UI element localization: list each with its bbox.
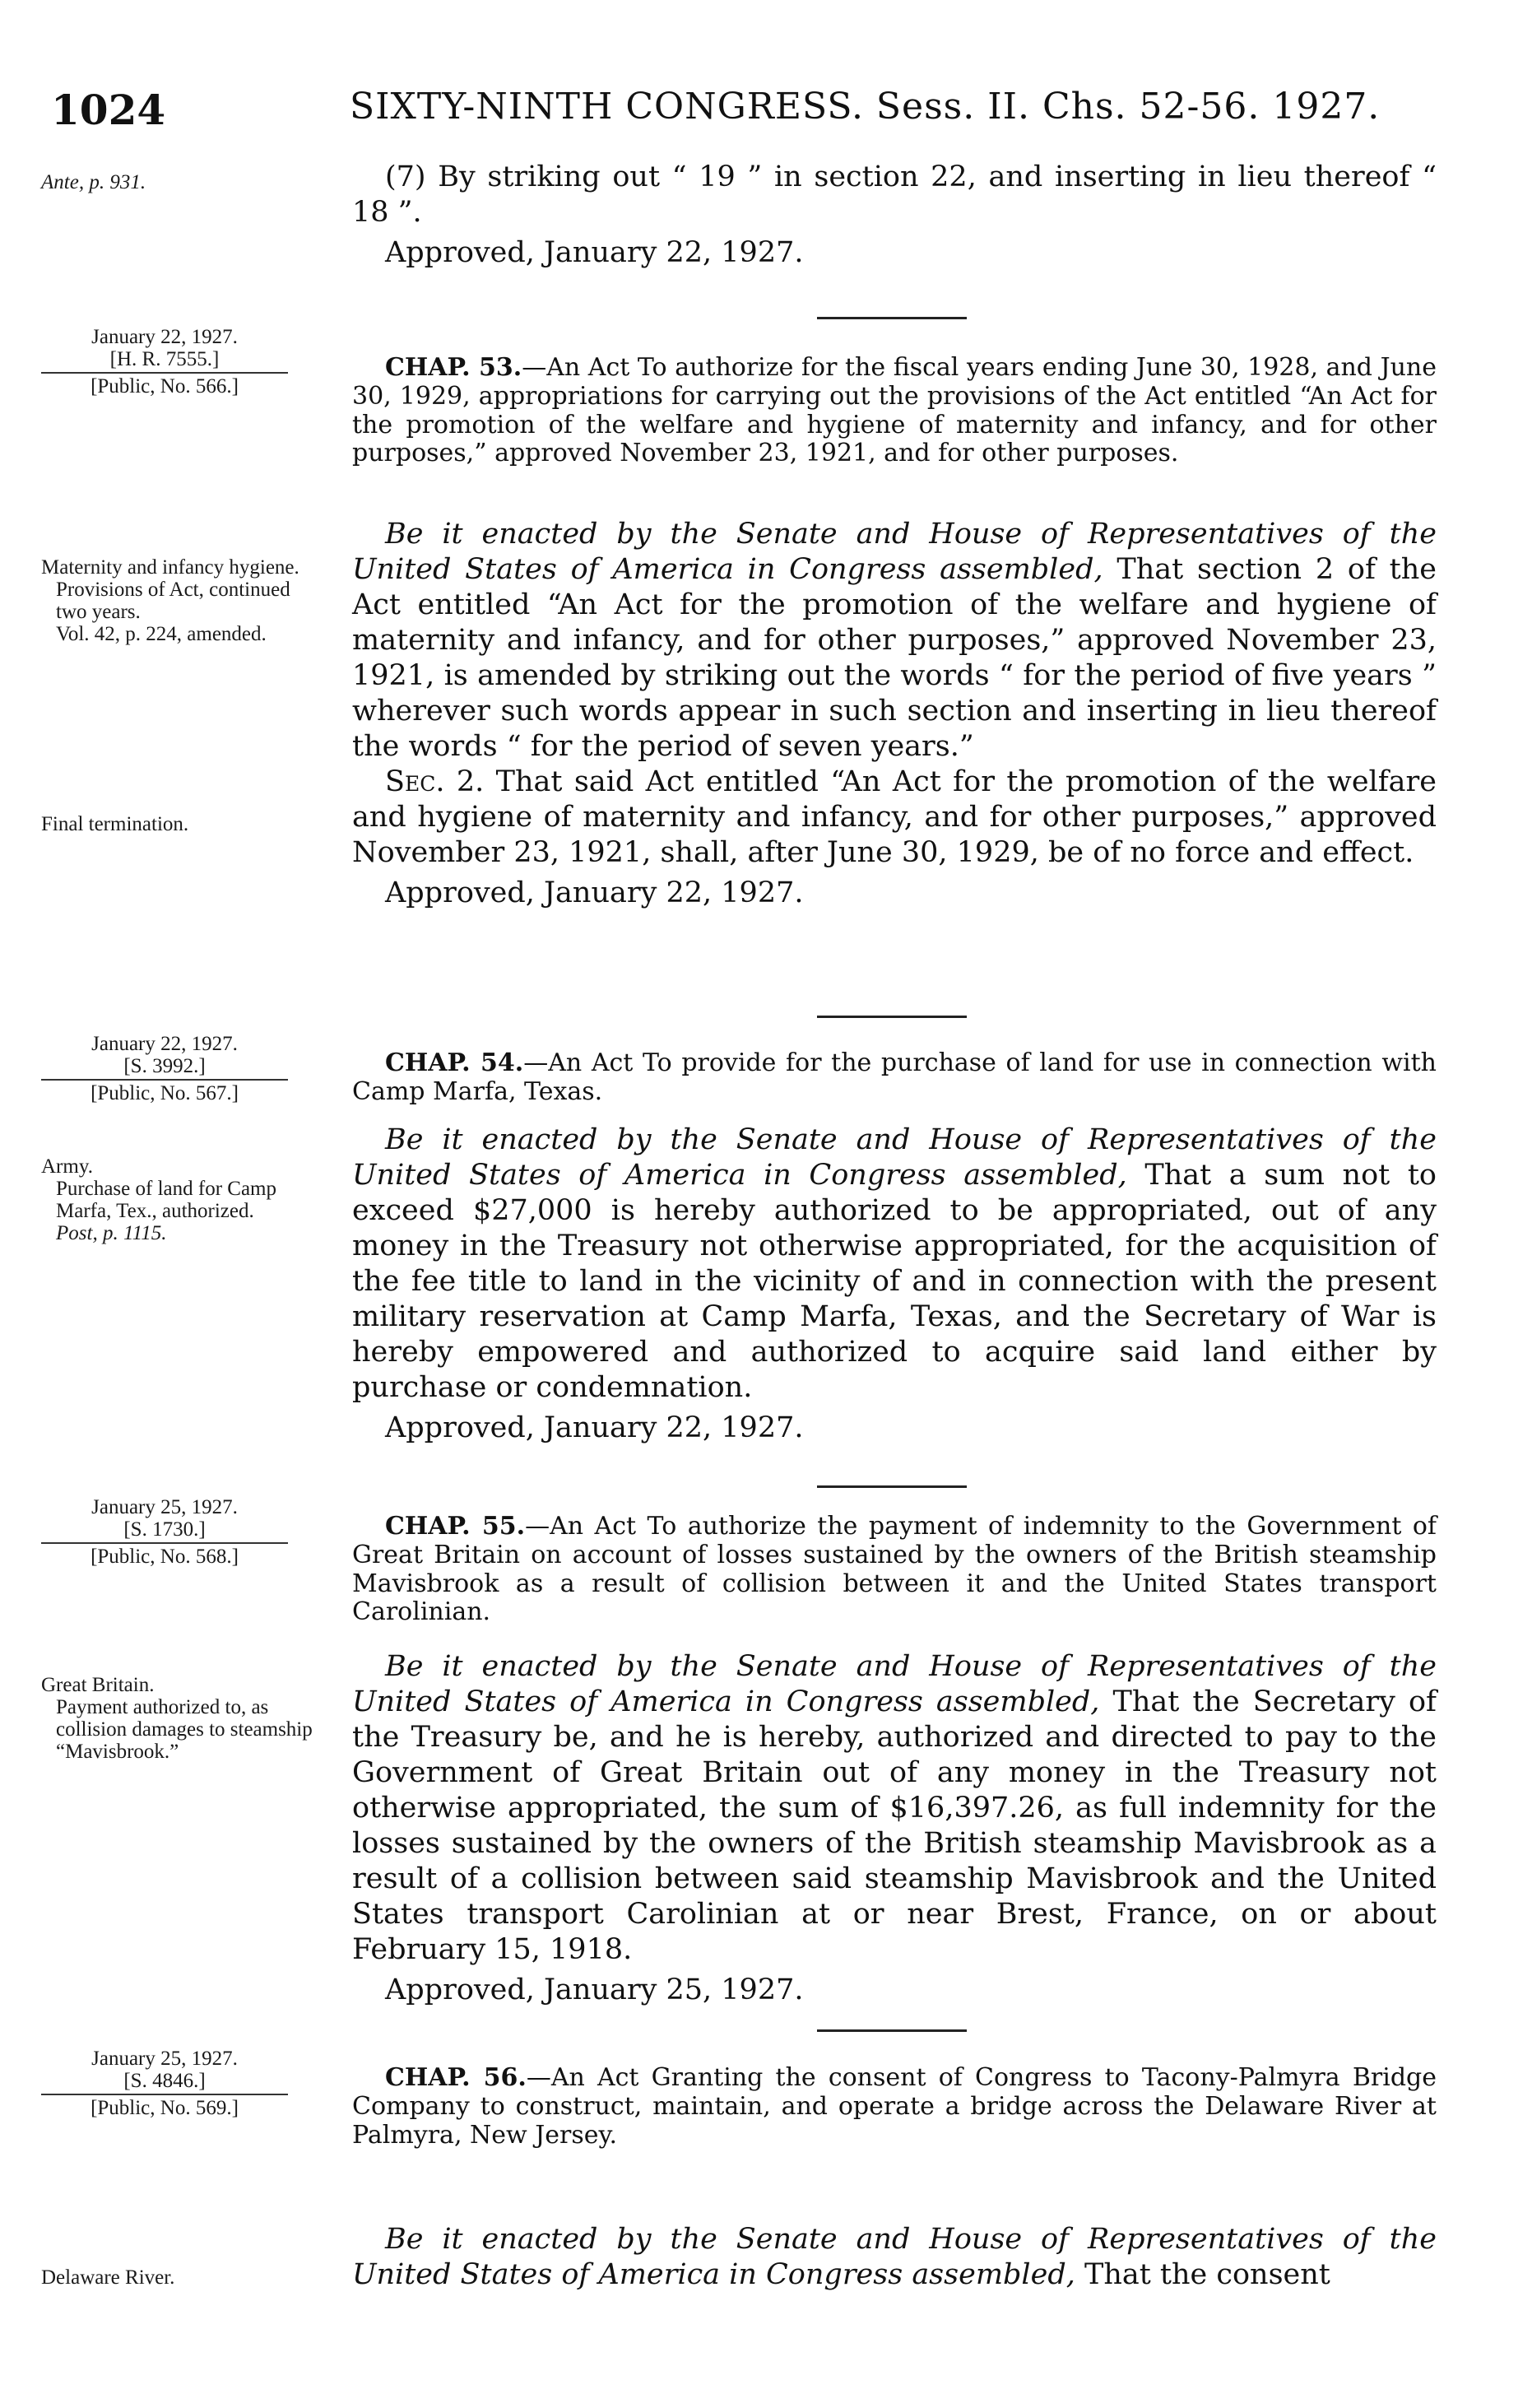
ch56-enacting-clause: Be it enacted by the Senate and House of Representatives of the United States of America in Congress assembled, bbox=[352, 2223, 1437, 2292]
ch53-side-provisions: Provisions of Act, continued two years. bbox=[56, 579, 290, 623]
ch56-side-delaware: Delaware River. bbox=[41, 2266, 175, 2289]
ch56-title-block bbox=[352, 2064, 1437, 2150]
ch54-date: January 22, 1927. bbox=[91, 1033, 238, 1055]
ch56-date: January 25, 1927. bbox=[91, 2048, 238, 2070]
ch55-body bbox=[352, 1649, 1437, 2008]
ch53-date: January 22, 1927. bbox=[91, 326, 238, 348]
ch55-chap-label: CHAP. 55. bbox=[385, 1512, 526, 1541]
ch53-side-final: Final termination. bbox=[41, 813, 189, 835]
margin-ch56-notes bbox=[41, 2266, 321, 2289]
ch55-bill: [S. 1730.] bbox=[123, 1518, 206, 1541]
ch54-title-block bbox=[352, 1049, 1437, 1107]
ch54-side-purchase: Purchase of land for Camp Marfa, Tex., authorized. bbox=[56, 1178, 276, 1222]
margin-ch53-citation bbox=[41, 326, 288, 397]
margin-ch53-final bbox=[41, 813, 321, 835]
ch53-body bbox=[352, 517, 1437, 912]
ch56-text: That the consent bbox=[1075, 2258, 1330, 2292]
ch55-title-block bbox=[352, 1513, 1437, 1627]
ch54-body bbox=[352, 1123, 1437, 1446]
ch54-chap-label: CHAP. 54. bbox=[385, 1048, 524, 1077]
ch52-approved: Approved, January 22, 1927. bbox=[385, 236, 804, 270]
ch55-side-payment: Payment authorized to, as collision damages to steamship “Mavisbrook.” bbox=[56, 1696, 313, 1763]
ch53-public-law: [Public, No. 566.] bbox=[41, 372, 288, 397]
section-divider bbox=[817, 1016, 967, 1018]
margin-ch54-citation bbox=[41, 1033, 288, 1104]
section-divider bbox=[817, 317, 967, 319]
section-divider bbox=[817, 2029, 967, 2032]
ch53-side-maternity: Maternity and infancy hygiene. bbox=[41, 556, 299, 579]
margin-ch55-citation bbox=[41, 1496, 288, 1568]
ch52-clause: (7) By striking out “ 19 ” in section 22, and inserting in lieu thereof “ 18 ”. bbox=[352, 160, 1437, 230]
ch56-bill: [S. 4846.] bbox=[123, 2070, 206, 2092]
margin-ch54-notes bbox=[41, 1155, 321, 1244]
ch55-approved: Approved, January 25, 1927. bbox=[385, 1973, 804, 2007]
ch54-public-law: [Public, No. 567.] bbox=[41, 1079, 288, 1104]
ch55-public-law: [Public, No. 568.] bbox=[41, 1542, 288, 1568]
ch56-title: —An Act Granting the consent of Congress to Tacony-Palmyra Bridge Company to construct, maintain, and operate a bridge across the Delaware River at Palmyra, New Jersey. bbox=[352, 2063, 1437, 2150]
ante-reference: Ante, p. 931. bbox=[41, 171, 146, 193]
ch53-enacting-clause: Be it enacted by the Senate and House of Representatives of the United States of America in Congress assembled, bbox=[352, 518, 1437, 587]
ch54-text: That a sum not to exceed $27,000 is hereby authorized to be appropriated, out of any money in the Treasury not otherwise appropriated, for the acquisition of the fee title to land in the vicinity of and in connection with the present military reservation at Camp Marfa, Texas, and the Secretary of War is hereby empowered and authorized to acquire said land either by purchase or condemnation. bbox=[352, 1159, 1437, 1405]
ch52-block bbox=[352, 160, 1437, 271]
running-title: SIXTY-NINTH CONGRESS. Sess. II. Chs. 52-56. 1927. bbox=[350, 86, 1381, 128]
ch53-bill: [H. R. 7555.] bbox=[109, 348, 220, 370]
ch55-date: January 25, 1927. bbox=[91, 1496, 238, 1518]
ch53-sec2-label: Sec. 2. bbox=[385, 765, 485, 799]
ch54-side-post: Post, p. 1115. bbox=[56, 1222, 167, 1244]
margin-ch53-notes bbox=[41, 556, 321, 645]
ch54-approved: Approved, January 22, 1927. bbox=[385, 1411, 804, 1445]
ch56-body bbox=[352, 2222, 1437, 2293]
page-header bbox=[51, 86, 1433, 135]
ch53-section2: That said Act entitled “An Act for the promotion of the welfare and hygiene of maternity and infancy, and for other purposes,” approved November 23, 1921, shall, after June 30, 1929, be of no force and effect. bbox=[352, 765, 1437, 870]
ch54-side-army: Army. bbox=[41, 1155, 93, 1178]
ch54-enacting-clause: Be it enacted by the Senate and House of Representatives of the United States of America in Congress assembled, bbox=[352, 1123, 1437, 1192]
margin-ref-ch52 bbox=[41, 171, 321, 193]
ch53-section1: That section 2 of the Act entitled “An Act for the promotion of the welfare and hygiene of maternity and infancy, and for other purposes,” approved November 23, 1921, is amended by striking out the words “ for the period of five years ” wherever such words appear in such section and inserting in lieu thereof the words “ for the period of seven years.” bbox=[352, 553, 1437, 764]
ch55-enacting-clause: Be it enacted by the Senate and House of Representatives of the United States of America in Congress assembled, bbox=[352, 1650, 1437, 1719]
ch54-title: —An Act To provide for the purchase of land for use in connection with Camp Marfa, Texas. bbox=[352, 1048, 1437, 1106]
ch53-approved: Approved, January 22, 1927. bbox=[385, 876, 804, 910]
margin-ch55-notes bbox=[41, 1674, 321, 1763]
ch54-bill: [S. 3992.] bbox=[123, 1055, 206, 1077]
ch53-chap-label: CHAP. 53. bbox=[385, 353, 522, 382]
ch53-side-vol: Vol. 42, p. 224, amended. bbox=[56, 623, 267, 645]
margin-ch56-citation bbox=[41, 2048, 288, 2119]
ch56-chap-label: CHAP. 56. bbox=[385, 2063, 527, 2092]
ch55-side-gb: Great Britain. bbox=[41, 1674, 155, 1696]
ch53-title-block bbox=[352, 354, 1437, 468]
ch55-text: That the Secretary of the Treasury be, and he is hereby, authorized and directed to pay to the Government of Great Britain out of any money in the Treasury not otherwise appropriated, the sum of $16,397.26, as full indemnity for the losses sustained by the owners of the British steamship Mavisbrook as a result of a collision between said steamship Mavisbrook and the United States transport Carolinian at or near Brest, France, on or about February 15, 1918. bbox=[352, 1685, 1437, 1967]
ch53-title: —An Act To authorize for the fiscal years ending June 30, 1928, and June 30, 1929, appropriations for carrying out the provisions of the Act entitled “An Act for the promotion of the welfare and hygiene of maternity and infancy, and for other purposes,” approved November 23, 1921, and for other purposes. bbox=[352, 353, 1437, 468]
ch55-title: —An Act To authorize the payment of indemnity to the Government of Great Britain on account of losses sustained by the owners of the British steamship Mavisbrook as a result of collision between it and the United States transport Carolinian. bbox=[352, 1512, 1437, 1627]
page-number: 1024 bbox=[51, 86, 166, 134]
ch56-public-law: [Public, No. 569.] bbox=[41, 2094, 288, 2119]
section-divider bbox=[817, 1485, 967, 1488]
